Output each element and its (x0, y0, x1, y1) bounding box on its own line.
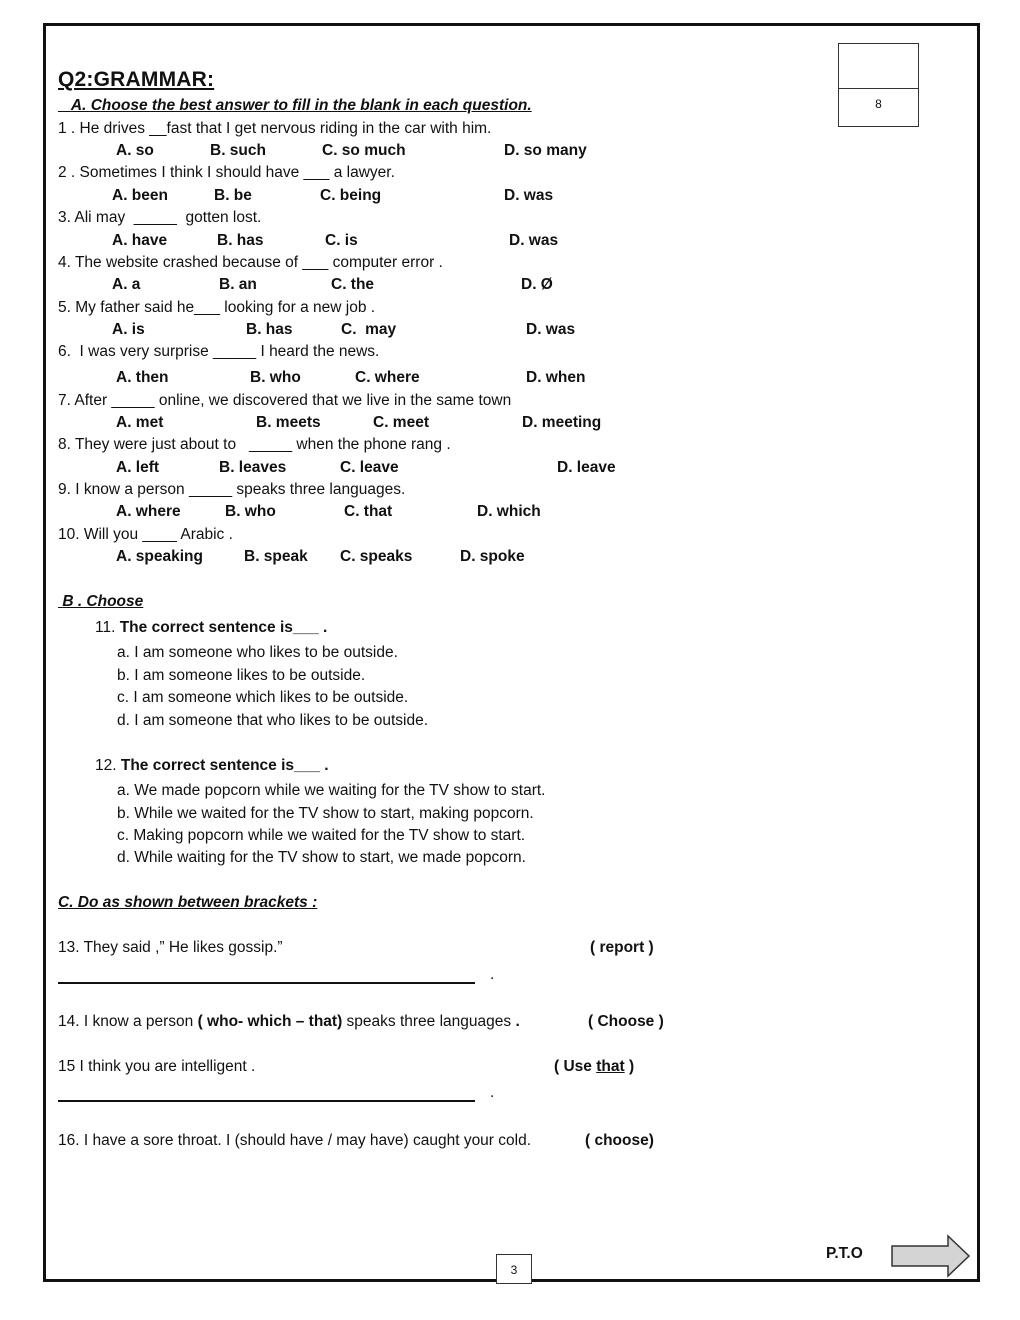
q1-option-a: A. so (116, 142, 154, 159)
q7-option-a: A. met (116, 414, 164, 431)
question-14-instruction: ( Choose ) (588, 1013, 664, 1030)
question-1-text: 1 . He drives __fast that I get nervous riding in the car with him. (58, 120, 492, 137)
pto-label: P.T.O (826, 1245, 863, 1262)
question-16-instruction: ( choose) (585, 1132, 654, 1149)
q9-option-b: B. who (225, 503, 276, 520)
q12-choice-b: b. While we waited for the TV show to start, making popcorn. (117, 805, 534, 822)
question-8-text: 8. They were just about to _____ when the phone rang . (58, 436, 451, 453)
q3-option-d: D. was (509, 232, 559, 249)
question-14-end: . (511, 1013, 520, 1030)
question-11-prompt (95, 619, 327, 637)
question-2-text: 2 . Sometimes I think I should have ___ a lawyer. (58, 164, 395, 181)
q9-option-d: D. which (477, 503, 541, 520)
q10-option-a: A. speaking (116, 548, 203, 565)
q5-option-c: C. may (341, 321, 397, 338)
question-3-text: 3. Ali may _____ gotten lost. (58, 209, 262, 226)
question-15-instruction (554, 1058, 634, 1076)
page-number: 3 (496, 1254, 532, 1284)
q11-choice-c: c. I am someone which likes to be outside. (117, 689, 409, 706)
question-12-prompt (95, 757, 329, 775)
q3-option-c: C. is (325, 232, 358, 249)
q12-choice-a: a. We made popcorn while we waiting for the TV show to start. (117, 782, 546, 799)
q6-option-c: C. where (355, 369, 420, 386)
score-box (838, 43, 919, 127)
question-13-text: 13. They said ,” He likes gossip.” (58, 939, 283, 956)
q4-option-a: A. a (112, 276, 141, 293)
question-15-answer-line[interactable] (58, 1100, 475, 1102)
question-5-text: 5. My father said he___ looking for a new job . (58, 299, 376, 316)
score-box-earned (839, 44, 918, 89)
section-b-heading: B . Choose (62, 593, 144, 610)
q11-choice-b: b. I am someone likes to be outside. (117, 667, 366, 684)
q7-option-b: B. meets (256, 414, 321, 431)
question-11-number: 11. (95, 619, 116, 636)
q4-option-b: B. an (219, 276, 257, 293)
q11-choice-a: a. I am someone who likes to be outside. (117, 644, 398, 661)
question-12-number: 12. (95, 757, 117, 774)
q10-option-b: B. speak (244, 548, 308, 565)
question-15-text: 15 I think you are intelligent . (58, 1058, 256, 1075)
question-11-prompt-text: The correct sentence is___ . (119, 619, 328, 636)
q12-choice-d: d. While waiting for the TV show to start, we made popcorn. (117, 849, 526, 866)
question-14-choices: ( who- which – that) (197, 1013, 343, 1030)
q1-option-d: D. so many (504, 142, 587, 159)
q2-option-a: A. been (112, 187, 168, 204)
q8-option-b: B. leaves (219, 459, 287, 476)
q5-option-b: B. has (246, 321, 293, 338)
q6-option-b: B. who (250, 369, 301, 386)
q4-option-c: C. the (331, 276, 375, 293)
page-title: Q2:GRAMMAR: (58, 68, 215, 91)
q10-option-c: C. speaks (340, 548, 413, 565)
q4-option-d: D. Ø (521, 276, 553, 293)
section-a-heading: A. Choose the best answer to fill in the blank in each question. (70, 97, 532, 114)
q11-choice-d: d. I am someone that who likes to be outside. (117, 712, 429, 729)
question-15-instr-pre: ( Use (554, 1058, 597, 1075)
q10-option-d: D. spoke (460, 548, 525, 565)
q8-option-a: A. left (116, 459, 160, 476)
question-13-answer-line[interactable] (58, 982, 475, 984)
question-7-text: 7. After _____ online, we discovered that we live in the same town (58, 392, 512, 409)
q12-choice-c: c. Making popcorn while we waited for the TV show to start. (117, 827, 526, 844)
q9-option-a: A. where (116, 503, 181, 520)
question-16-text: 16. I have a sore throat. I (should have / may have) caught your cold. (58, 1132, 532, 1149)
q7-option-d: D. meeting (522, 414, 602, 431)
question-15-instr-post: ) (624, 1058, 635, 1075)
q9-option-c: C. that (344, 503, 393, 520)
q5-option-d: D. was (526, 321, 576, 338)
section-c-heading: C. Do as shown between brackets : (58, 894, 318, 911)
next-page-arrow-icon (890, 1234, 972, 1278)
question-10-text: 10. Will you ____ Arabic . (58, 526, 233, 543)
q2-option-d: D. was (504, 187, 554, 204)
q5-option-a: A. is (112, 321, 145, 338)
question-9-text: 9. I know a person _____ speaks three languages. (58, 481, 406, 498)
question-6-text: 6. I was very surprise _____ I heard the news. (58, 343, 380, 360)
question-14-pre: 14. I know a person (58, 1013, 198, 1030)
q6-option-a: A. then (116, 369, 169, 386)
question-13-dot: . (490, 966, 495, 983)
question-15-instr-word: that (596, 1058, 625, 1075)
question-13-instruction: ( report ) (590, 939, 654, 956)
score-box-total: 8 (875, 97, 882, 111)
question-15-dot: . (490, 1084, 495, 1101)
q3-option-a: A. have (112, 232, 168, 249)
q8-option-d: D. leave (557, 459, 616, 476)
q6-option-d: D. when (526, 369, 586, 386)
question-4-text: 4. The website crashed because of ___ computer error . (58, 254, 443, 271)
q1-option-c: C. so much (322, 142, 406, 159)
q7-option-c: C. meet (373, 414, 429, 431)
q1-option-b: B. such (210, 142, 266, 159)
question-14-post: speaks three languages (342, 1013, 512, 1030)
question-12-prompt-text: The correct sentence is___ . (120, 757, 329, 774)
q2-option-b: B. be (214, 187, 252, 204)
q8-option-c: C. leave (340, 459, 399, 476)
q2-option-c: C. being (320, 187, 382, 204)
q3-option-b: B. has (217, 232, 264, 249)
question-14-text (58, 1013, 520, 1031)
